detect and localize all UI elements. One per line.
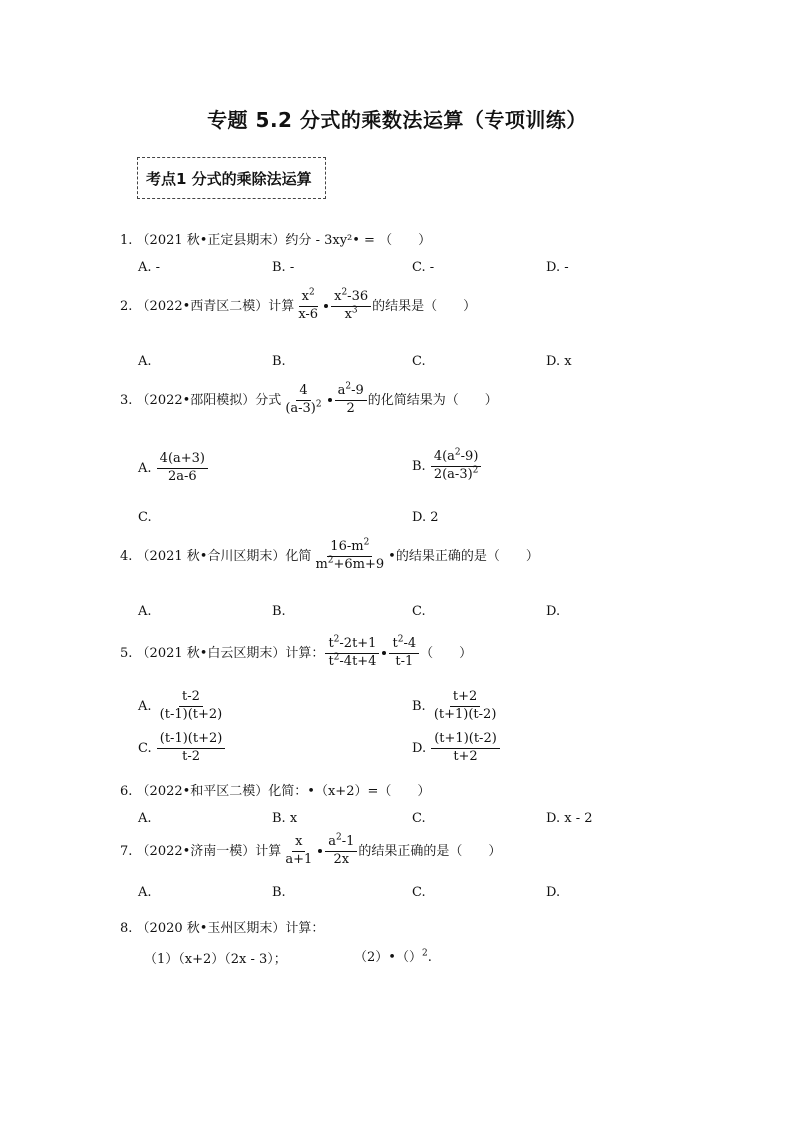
fraction: $\frac{t^2-2t+1}{t^2-4t+4}$ xyxy=(325,637,379,670)
section-heading: 考点1 分式的乘除法运算 xyxy=(146,169,312,188)
multiply-dot xyxy=(382,651,386,655)
question-text: （2022•济南一模）计算 xyxy=(136,843,282,859)
fraction: $\frac{t^2-4}{t-1}$ xyxy=(389,637,419,670)
fraction: $\frac{a^2-1}{2x}$ xyxy=(325,835,357,868)
q7-option-c: C. xyxy=(412,885,426,900)
question-text: （2022•邵阳模拟）分式 xyxy=(136,392,282,408)
q7-option-a: A. xyxy=(138,885,152,900)
q4-option-b: B. xyxy=(272,604,286,619)
q1-option-b: B. - xyxy=(272,260,295,275)
q4-option-d: D. xyxy=(546,604,561,619)
q4-option-c: C. xyxy=(412,604,426,619)
fraction: $\frac{16-m^2}{m^2+6m+9}$ xyxy=(315,537,385,572)
q8-subquestion-2: （2）•（）$^2$. xyxy=(354,948,432,965)
question-tail: •的结果正确的是（ ） xyxy=(388,548,539,564)
q2-option-a: A. xyxy=(138,354,152,369)
q5-option-c: C. $\frac{(t-1)(t+2)}{t-2}$ xyxy=(138,732,226,765)
q6-option-a: A. xyxy=(138,811,152,826)
q1-option-c: C. - xyxy=(412,260,435,275)
question-text: （2022•和平区二模）化简：•（x+2）=（ ） xyxy=(136,784,431,799)
question-text: （2022•西青区二模）计算 xyxy=(136,298,295,314)
question-4 xyxy=(120,537,539,573)
q7-option-b: B. xyxy=(272,885,286,900)
q2-option-b: B. xyxy=(272,354,286,369)
q7-option-d: D. xyxy=(546,885,561,900)
q8-subquestion-1: （1）（x+2）（2x - 3）； xyxy=(144,952,287,967)
fraction: $\frac{a^2-9}{2}$ xyxy=(335,384,367,417)
question-tail: （ ） xyxy=(420,645,473,661)
question-6 xyxy=(120,780,430,799)
question-3 xyxy=(120,381,498,417)
question-text: （2020 秋•玉州区期末）计算： xyxy=(136,921,325,936)
q1-option-d: D. - xyxy=(546,260,569,275)
fraction: $\frac{4}{(a-3)^2}$ xyxy=(285,383,322,416)
fraction: $\frac{x}{a+1}$ xyxy=(285,834,313,867)
q3-option-b: B. $\frac{4(a^2-9)}{2(a-3)^2}$ xyxy=(412,450,482,483)
question-2 xyxy=(120,287,477,323)
fraction: $\frac{x^2}{x-6}$ xyxy=(298,287,319,322)
q1-option-a: A. - xyxy=(138,260,161,275)
q5-option-a: A. $\frac{t-2}{(t-1)(t+2)}$ xyxy=(138,689,223,722)
q6-option-b: B. x xyxy=(272,811,298,826)
multiply-dot xyxy=(324,304,328,308)
question-text: （2021 秋•正定县期末）约分 - 3xy²• = （ ） xyxy=(136,233,432,248)
q5-option-b: B. $\frac{t+2}{(t+1)(t-2)}$ xyxy=(412,689,497,722)
q3-option-a: A. $\frac{4(a+3)}{2a-6}$ xyxy=(138,452,209,485)
question-number: 2. xyxy=(120,298,133,314)
q3-option-d: D. 2 xyxy=(412,510,439,525)
question-text: （2021 秋•白云区期末）计算： xyxy=(136,645,325,661)
question-tail: 的结果正确的是（ ） xyxy=(358,843,502,859)
question-number: 8. xyxy=(120,921,133,936)
question-number: 3. xyxy=(120,392,133,408)
question-number: 7. xyxy=(120,843,133,859)
q6-option-c: C. xyxy=(412,811,426,826)
question-8 xyxy=(120,917,324,936)
fraction: $\frac{x^2-36}{x^3}$ xyxy=(331,290,371,323)
question-tail: 的化简结果为（ ） xyxy=(367,392,498,408)
q4-option-a: A. xyxy=(138,604,152,619)
question-1 xyxy=(120,229,431,248)
q6-option-d: D. x - 2 xyxy=(546,811,593,826)
q5-option-d: D. $\frac{(t+1)(t-2)}{t+2}$ xyxy=(412,732,501,765)
question-tail: 的结果是（ ） xyxy=(372,298,477,314)
question-5 xyxy=(120,634,473,670)
question-number: 5. xyxy=(120,645,133,661)
section-heading-box xyxy=(137,157,326,199)
question-number: 1. xyxy=(120,233,133,248)
page-title: 专题 5.2 分式的乘数法运算（专项训练） xyxy=(207,108,587,132)
multiply-dot xyxy=(318,849,322,853)
question-number: 4. xyxy=(120,548,133,564)
question-7 xyxy=(120,832,502,868)
q3-option-c: C. xyxy=(138,510,152,525)
multiply-dot xyxy=(328,398,332,402)
question-text: （2021 秋•合川区期末）化简 xyxy=(136,548,312,564)
q2-option-d: D. x xyxy=(546,354,572,369)
q2-option-c: C. xyxy=(412,354,426,369)
question-number: 6. xyxy=(120,784,133,799)
